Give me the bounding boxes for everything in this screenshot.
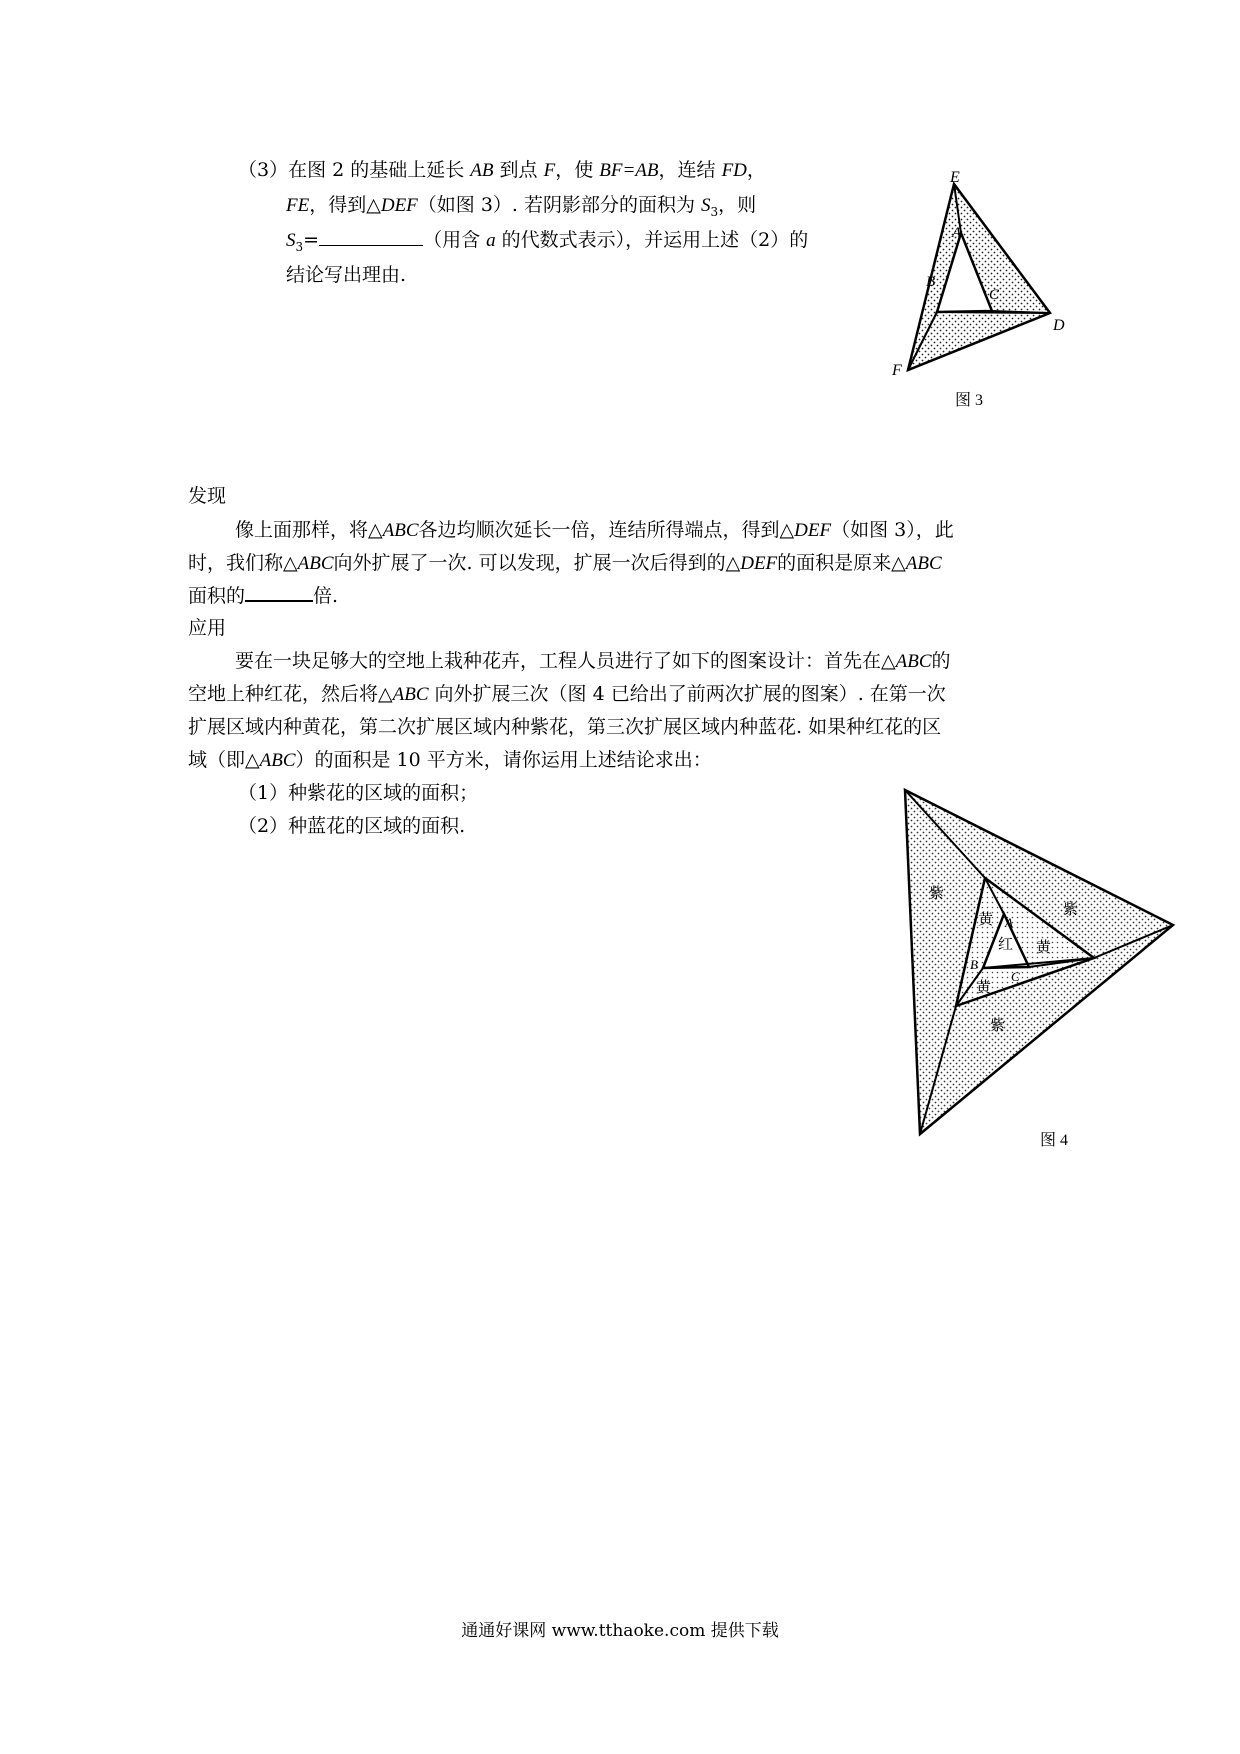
apply-line1: 要在一块足够大的空地上栽种花卉，工程人员进行了如下的图案设计：首先在△ABC的 bbox=[235, 650, 951, 672]
fig4-label-red: 红 bbox=[998, 935, 1014, 953]
fig3-label-a: A bbox=[952, 225, 962, 241]
fig4-label-purple-3: 紫 bbox=[990, 1016, 1006, 1034]
discover-line3: 面积的 倍. bbox=[188, 582, 338, 610]
apply-heading: 应用 bbox=[188, 617, 227, 639]
figure-4 bbox=[895, 780, 1195, 1150]
apply-question-1: （1）种紫花的区域的面积； bbox=[238, 782, 479, 804]
fig3-label-d: D bbox=[1053, 317, 1065, 334]
part3-line4: 结论写出理由. bbox=[286, 264, 407, 286]
fig3-label-e: E bbox=[950, 170, 960, 186]
fig3-label-c: C bbox=[989, 287, 1000, 303]
fig3-caption: 图 3 bbox=[955, 392, 984, 409]
apply-question-2: （2）种蓝花的区域的面积. bbox=[238, 815, 466, 837]
fig4-label-yellow-3: 黄 bbox=[976, 978, 992, 996]
discover-heading: 发现 bbox=[188, 485, 227, 507]
apply-line3: 扩展区域内种黄花，第二次扩展区域内种紫花，第三次扩展区域内种蓝花. 如果种红花的区 bbox=[188, 716, 942, 738]
fig4-label-c: C bbox=[1011, 969, 1020, 984]
page-footer: 通通好课网 www.tthaoke.com 提供下载 bbox=[461, 1621, 779, 1641]
answer-blank-s3[interactable] bbox=[319, 227, 423, 246]
part3-line3: $S_3=$ （用含 a 的代数式表示），并运用上述（2）的 bbox=[286, 229, 809, 254]
figure-3 bbox=[870, 170, 1070, 410]
fig3-label-b: B bbox=[926, 274, 936, 290]
fig3-label-f: F bbox=[892, 362, 902, 379]
apply-line2: 空地上种红花，然后将△ABC 向外扩展三次（图 4 已给出了前两次扩展的图案）. 在第一次 bbox=[188, 683, 946, 705]
fig4-label-a: A bbox=[1005, 915, 1013, 930]
fig3-segment-bd bbox=[937, 312, 1050, 313]
answer-blank-times[interactable] bbox=[245, 582, 313, 602]
discover-line2: 时，我们称△ABC向外扩展了一次. 可以发现，扩展一次后得到的△DEF的面积是原来△ABC bbox=[188, 552, 942, 574]
fig4-label-purple-2: 紫 bbox=[1063, 900, 1079, 918]
fig4-caption: 图 4 bbox=[1040, 1132, 1069, 1149]
fig4-label-yellow-1: 黄 bbox=[978, 910, 994, 928]
fig4-label-b: B bbox=[970, 957, 978, 972]
fig4-label-purple-1: 紫 bbox=[929, 884, 945, 902]
discover-line1: 像上面那样，将△ABC各边均顺次延长一倍，连结所得端点，得到△DEF（如图 3），此 bbox=[235, 519, 954, 541]
fig4-label-yellow-2: 黄 bbox=[1036, 938, 1052, 956]
part3-line2: FE，得到△DEF（如图 3）. 若阴影部分的面积为 $S_3$，则 bbox=[286, 194, 757, 219]
apply-line4: 域（即△ABC）的面积是 10 平方米，请你运用上述结论求出： bbox=[188, 749, 712, 771]
part3-line1: （3）在图 2 的基础上延长 AB 到点 F，使 BF=AB，连结 FD， bbox=[238, 159, 766, 181]
